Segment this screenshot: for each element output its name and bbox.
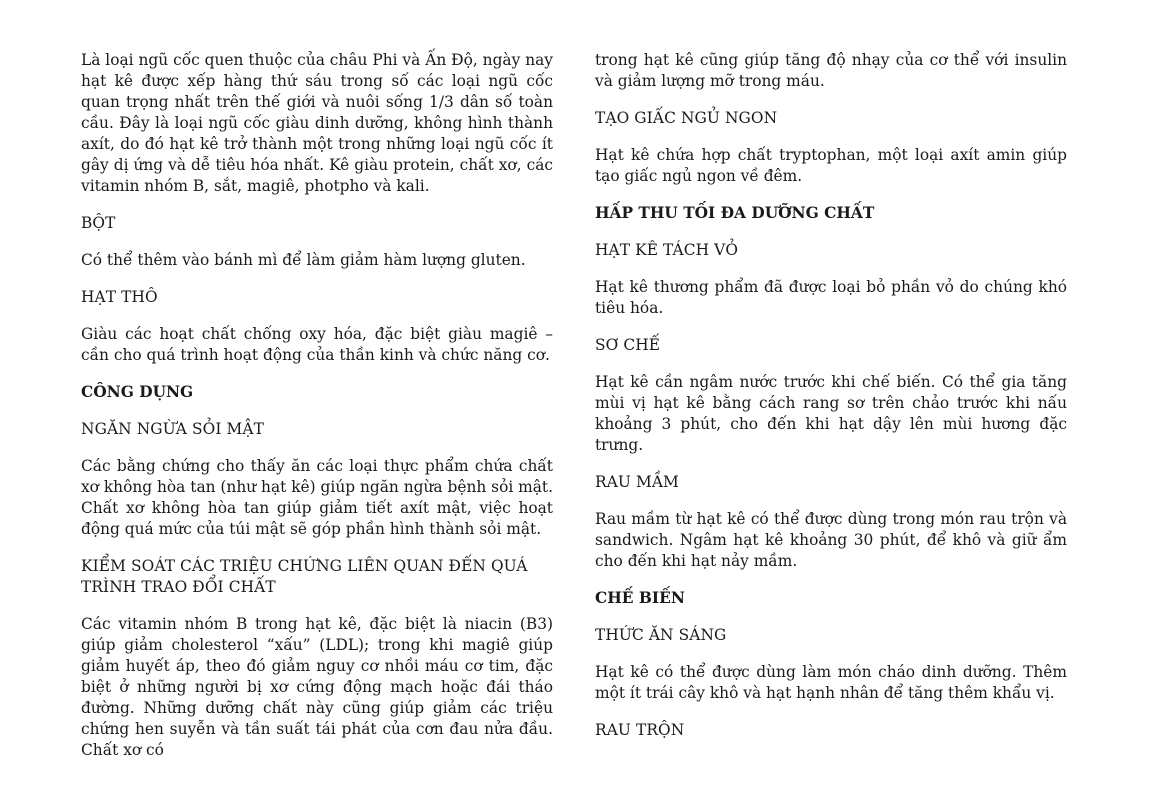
so-che-label: SƠ CHẾ [595,336,661,354]
rau-mam-label: RAU MẦM [595,473,679,491]
rau-mam-paragraph: Rau mầm từ hạt kê có thể được dùng trong món rau trộn và sandwich. Ngâm hạt kê khoảng 30 phút, để khô và giữ ẩm cho đến khi hạt nảy mầm. [595,510,1067,570]
hat-tho-label: HẠT THÔ [81,288,158,306]
hap-thu-heading: HẤP THU TỐI ĐA DƯỠNG CHẤT [595,204,875,222]
right-column [595,50,1067,757]
so-che-paragraph: Hạt kê cần ngâm nước trước khi chế biến. Có thể gia tăng mùi vị hạt kê bằng cách rang sơ trên chảo trước khi nấu khoảng 3 phút, cho đến khi hạt dậy lên mùi hương đặc trưng. [595,373,1067,454]
hat-tho-paragraph: Giàu các hoạt chất chống oxy hóa, đặc biệt giàu magiê – cần cho quá trình hoạt động của thần kinh và chức năng cơ. [81,325,553,364]
tach-vo-paragraph: Hạt kê thương phẩm đã được loại bỏ phần vỏ do chúng khó tiêu hóa. [595,278,1067,317]
intro-paragraph: Là loại ngũ cốc quen thuộc của châu Phi và Ấn Độ, ngày nay hạt kê được xếp hàng thứ sáu trong số các loại ngũ cốc quan trọng nhất trên thế giới và nuôi sống 1/3 dân số toàn cầu. Đây là loại ngũ cốc giàu dinh dưỡng, không hình thành axít, do đó hạt kê trở thành một trong những loại ngũ cốc ít gây dị ứng và dễ tiêu hóa nhất. Kê giàu protein, chất xơ, các vitamin nhóm B, sắt, magiê, photpho và kali. [81,51,553,195]
rau-tron-label: RAU TRỘN [595,721,685,739]
ngu-ngon-paragraph: Hạt kê chứa hợp chất tryptophan, một loại axít amin giúp tạo giấc ngủ ngon về đêm. [595,146,1067,185]
ngu-ngon-label: TẠO GIẤC NGỦ NGON [595,109,778,127]
tach-vo-label: HẠT KÊ TÁCH VỎ [595,241,739,259]
che-bien-heading: CHẾ BIẾN [595,589,685,607]
left-column [81,50,553,777]
kiem-soat-paragraph: Các vitamin nhóm B trong hạt kê, đặc biệt là niacin (B3) giúp giảm cholesterol “xấu” (LDL); trong khi magiê giúp giảm huyết áp, theo đó giảm nguy cơ nhồi máu cơ tim, đặc biệt ở những người bị xơ cứng động mạch hoặc đái tháo đường. Những dưỡng chất này cũng giúp giảm các triệu chứng hen suyễn và tần suất tái phát của cơn đau nửa đầu. Chất xơ có [81,615,553,759]
bot-label: BỘT [81,214,116,232]
ngan-ngua-label: NGĂN NGỪA SỎI MẬT [81,420,264,438]
ngan-ngua-paragraph: Các bằng chứng cho thấy ăn các loại thực phẩm chứa chất xơ không hòa tan (như hạt kê) giúp ngăn ngừa bệnh sỏi mật. Chất xơ không hòa tan giúp giảm tiết axít mật, việc hoạt động quá mức của túi mật sẽ góp phần hình thành sỏi mật. [81,457,553,538]
continuation-paragraph: trong hạt kê cũng giúp tăng độ nhạy của cơ thể với insulin và giảm lượng mỡ trong máu. [595,51,1067,90]
cong-dung-heading: CÔNG DỤNG [81,383,194,401]
an-sang-label: THỨC ĂN SÁNG [595,626,727,644]
an-sang-paragraph: Hạt kê có thể được dùng làm món cháo dinh dưỡng. Thêm một ít trái cây khô và hạt hạnh nhân để tăng thêm khẩu vị. [595,663,1067,702]
bot-paragraph: Có thể thêm vào bánh mì để làm giảm hàm lượng gluten. [81,251,526,269]
kiem-soat-label: KIỂM SOÁT CÁC TRIỆU CHỨNG LIÊN QUAN ĐẾN QUÁ TRÌNH TRAO ĐỔI CHẤT [81,557,528,596]
